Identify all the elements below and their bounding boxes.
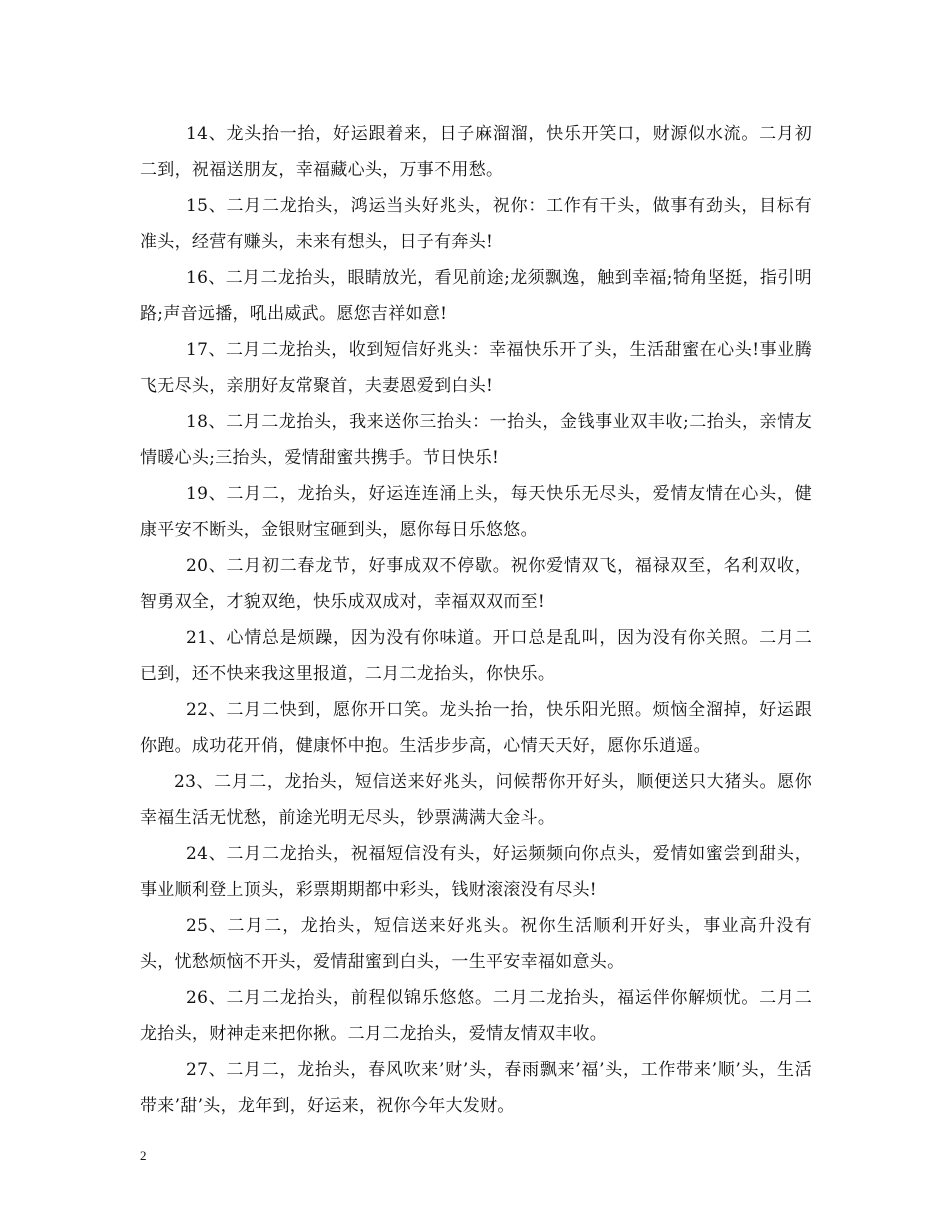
paragraph-25: 25、二月二，龙抬头，短信送来好兆头。祝你生活顺利开好头，事业高升没有头，忧愁烦恼不开头，爱情甜蜜到白头，一生平安幸福如意头。 — [140, 916, 812, 972]
paragraph-18: 18、二月二龙抬头，我来送你三抬头：一抬头，金钱事业双丰收;二抬头，亲情友情暖心头;三抬头，爱情甜蜜共携手。节日快乐! — [140, 412, 812, 468]
page-number: 2 — [140, 1148, 147, 1163]
paragraph-22: 22、二月二快到，愿你开口笑。龙头抬一抬，快乐阳光照。烦恼全溜掉，好运跟你跑。成功花开俏，健康怀中抱。生活步步高，心情天天好，愿你乐逍遥。 — [140, 700, 812, 756]
paragraph-21: 21、心情总是烦躁，因为没有你味道。开口总是乱叫，因为没有你关照。二月二已到，还不快来我这里报道，二月二龙抬头，你快乐。 — [140, 628, 812, 684]
paragraph-20: 20、二月初二春龙节，好事成双不停歇。祝你爱情双飞，福禄双至，名利双收，智勇双全，才貌双绝，快乐成双成对，幸福双双而至! — [140, 556, 812, 612]
paragraph-15: 15、二月二龙抬头，鸿运当头好兆头，祝你：工作有干头，做事有劲头，目标有准头，经营有赚头，未来有想头，日子有奔头! — [140, 196, 812, 252]
body-text — [140, 116, 812, 1124]
paragraph-26: 26、二月二龙抬头，前程似锦乐悠悠。二月二龙抬头，福运伴你解烦忧。二月二龙抬头，财神走来把你揪。二月二龙抬头，爱情友情双丰收。 — [140, 988, 812, 1044]
paragraph-19: 19、二月二，龙抬头，好运连连涌上头，每天快乐无尽头，爱情友情在心头，健康平安不断头，金银财宝砸到头，愿你每日乐悠悠。 — [140, 484, 812, 540]
paragraph-17: 17、二月二龙抬头，收到短信好兆头：幸福快乐开了头，生活甜蜜在心头!事业腾飞无尽头，亲朋好友常聚首，夫妻恩爱到白头! — [140, 340, 812, 396]
paragraph-14: 14、龙头抬一抬，好运跟着来，日子麻溜溜，快乐开笑口，财源似水流。二月初二到，祝福送朋友，幸福藏心头，万事不用愁。 — [140, 124, 812, 180]
paragraph-27: 27、二月二，龙抬头，春风吹来’财’头，春雨飘来’福’头，工作带来’顺’头，生活带来’甜’头，龙年到，好运来，祝你今年大发财。 — [140, 1060, 812, 1116]
paragraph-23: 23、二月二，龙抬头，短信送来好兆头，问候帮你开好头，顺便送只大猪头。愿你幸福生活无忧愁，前途光明无尽头，钞票满满大金斗。 — [140, 772, 812, 828]
paragraph-24: 24、二月二龙抬头，祝福短信没有头，好运频频向你点头，爱情如蜜尝到甜头，事业顺利登上顶头，彩票期期都中彩头，钱财滚滚没有尽头! — [140, 844, 812, 900]
paragraph-16: 16、二月二龙抬头，眼睛放光，看见前途;龙须飘逸，触到幸福;犄角坚挺，指引明路;声音远播，吼出威武。愿您吉祥如意! — [140, 268, 812, 324]
